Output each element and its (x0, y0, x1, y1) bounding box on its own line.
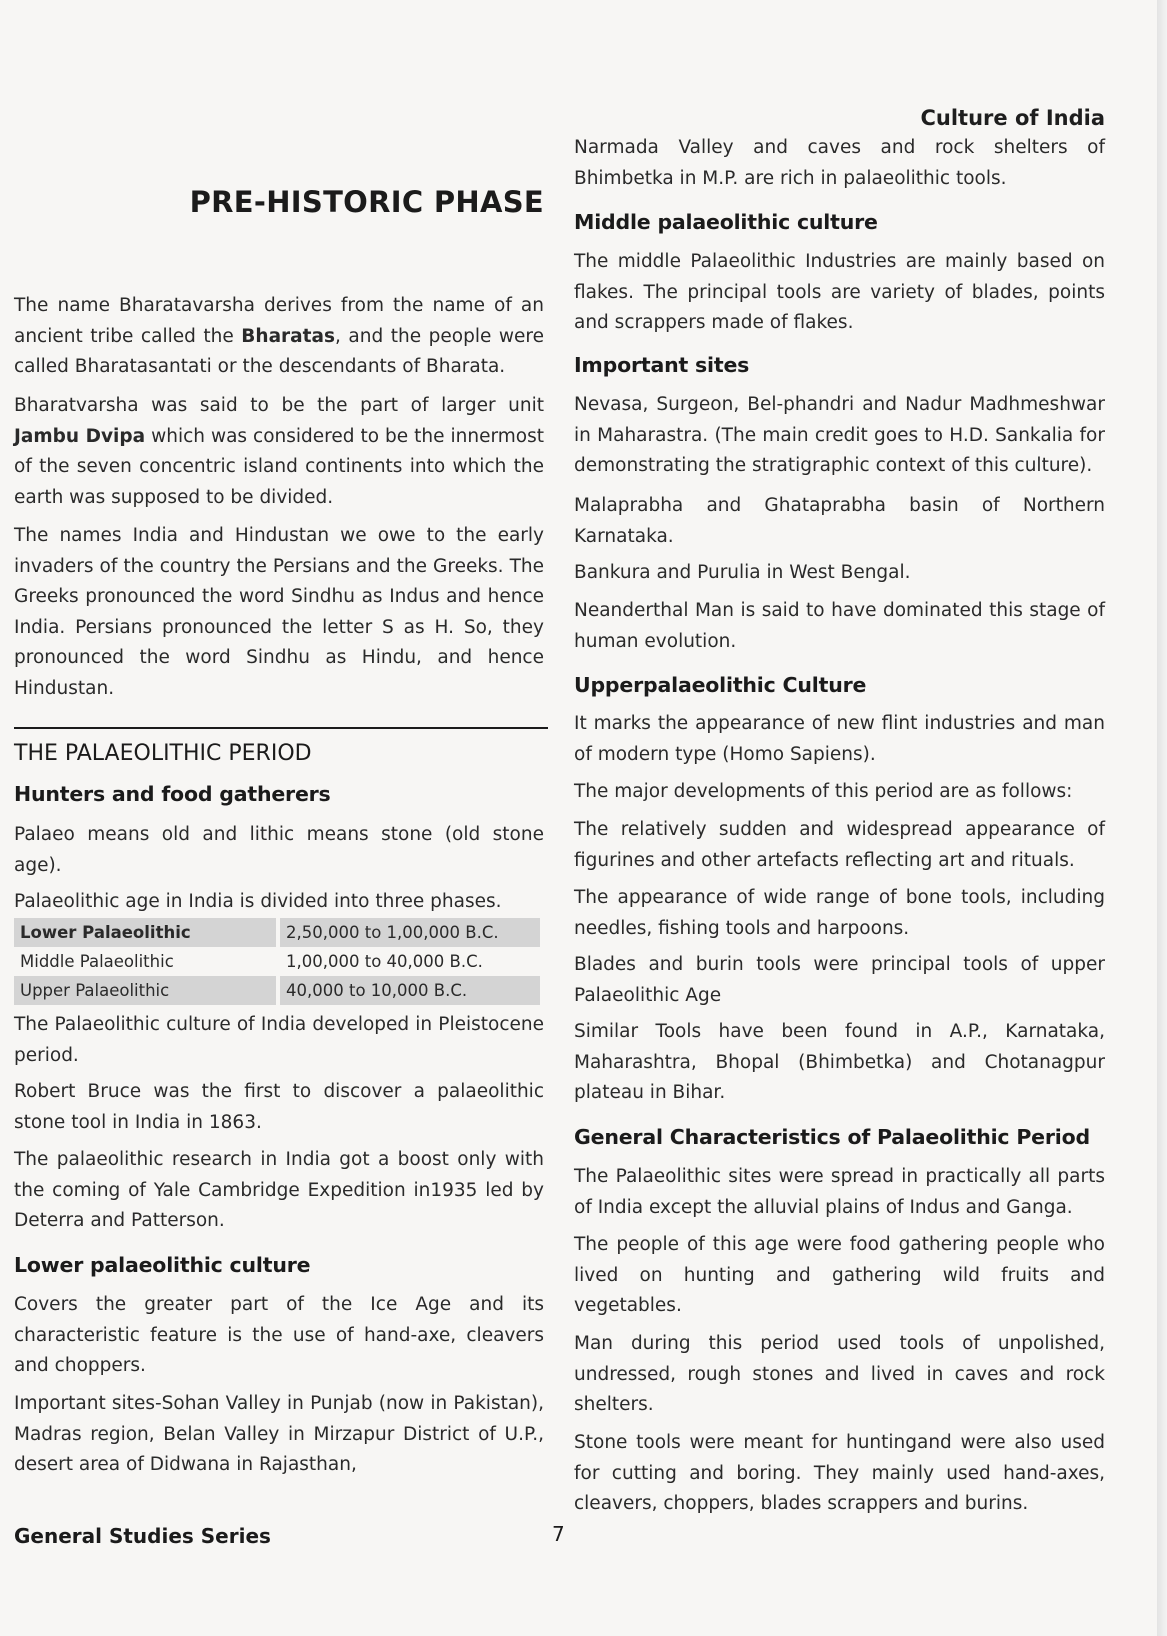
paragraph-bone: The appearance of wide range of bone tools, including needles, fishing tools and harpoons. (574, 887, 1105, 939)
paragraph-sites: Important sites-Sohan Valley in Punjab (now in Pakistan), Madras region, Belan Valley in Mirzapur District of U.P., desert area of Didwana in Rajasthan, (14, 1393, 544, 1475)
paragraph-man: Man during this period used tools of unpolished, undressed, rough stones and lived in caves and rock shelters. (574, 1333, 1105, 1415)
text-run: The name Bharatavarsha derives from the name of an ancient tribe called the (14, 295, 544, 347)
period-cell: 2,50,000 to 1,00,000 B.C. (278, 918, 540, 947)
table-row (14, 918, 540, 947)
paragraph-figurines: The relatively sudden and widespread appearance of figurines and other artefacts reflecting art and rituals. (574, 819, 1105, 871)
series-title: General Studies Series (14, 1524, 271, 1548)
paragraph-malaprabha: Malaprabha and Ghataprabha basin of Northern Karnataka. (574, 495, 1105, 547)
paragraph-flint: It marks the appearance of new flint industries and man of modern type (Homo Sapiens). (574, 713, 1105, 765)
table-row (14, 947, 540, 976)
subheading-sites: Important sites (574, 353, 750, 377)
subheading-upper: Upperpalaeolithic Culture (574, 673, 867, 697)
paragraph-pleistocene: The Palaeolithic culture of India developed in Pleistocene period. (14, 1014, 544, 1066)
running-head: Culture of India (920, 106, 1105, 130)
section-divider (14, 727, 548, 729)
period-cell: 40,000 to 10,000 B.C. (278, 976, 540, 1005)
intro-paragraph-2 (14, 391, 544, 513)
paragraph-neanderthal: Neanderthal Man is said to have dominated this stage of human evolution. (574, 600, 1105, 652)
subheading-middle: Middle palaeolithic culture (574, 210, 878, 234)
page-edge (1157, 0, 1167, 1636)
paragraph-covers: Covers the greater part of the Ice Age and its characteristic feature is the use of hand-axe, cleavers and choppers. (14, 1294, 544, 1376)
period-cell: 1,00,000 to 40,000 B.C. (278, 947, 540, 976)
chapter-title: PRE-HISTORIC PHASE (189, 185, 544, 219)
paragraph-blades: Blades and burin tools were principal tools of upper Palaeolithic Age (574, 954, 1105, 1006)
paragraph-narmada: Narmada Valley and caves and rock shelters of Bhimbetka in M.P. are rich in palaeolithic tools. (574, 137, 1105, 189)
text-run: , and the people were called Bharatasantati or the descendants of Bharata. (14, 325, 545, 377)
paragraph-bruce: Robert Bruce was the first to discover a palaeolithic stone tool in India in 1863. (14, 1081, 544, 1133)
paragraph-middle: The middle Palaeolithic Industries are mainly based on flakes. The principal tools are variety of blades, points and scrappers made of flakes. (574, 251, 1105, 333)
phase-cell: Upper Palaeolithic (14, 976, 278, 1005)
paragraph-phases: Palaeolithic age in India is divided into three phases. (14, 891, 502, 912)
section-title: THE PALAEOLITHIC PERIOD (14, 741, 312, 766)
intro-paragraph-3: The names India and Hindustan we owe to the early invaders of the country the Persians and the Greeks. The Greeks pronounced the word Sindhu as Indus and hence India. Persians pronounced the letter S as H. So, they pronounced the word Sindhu as Hindu, and hence Hindustan. (14, 525, 544, 699)
paragraph-yale: The palaeolithic research in India got a boost only with the coming of Yale Cambridge Expedition in1935 led by Deterra and Patterson. (14, 1149, 544, 1231)
phase-table (14, 918, 540, 1005)
phase-cell: Middle Palaeolithic (20, 952, 174, 971)
paragraph-similar: Similar Tools have been found in A.P., Karnataka, Maharashtra, Bhopal (Bhimbetka) and Chotanagpur plateau in Bihar. (574, 1021, 1105, 1103)
text-run: Bharatvarsha was said to be the part of larger unit (14, 395, 544, 416)
intro-paragraph-1 (14, 291, 544, 383)
paragraph-major: The major developments of this period are as follows: (574, 781, 1073, 802)
phase-cell: Lower Palaeolithic (14, 918, 278, 947)
paragraph-people: The people of this age were food gathering people who lived on hunting and gathering wild fruits and vegetables. (574, 1234, 1105, 1316)
paragraph-bankura: Bankura and Purulia in West Bengal. (574, 562, 911, 583)
paragraph-spread: The Palaeolithic sites were spread in practically all parts of India except the alluvial plains of Indus and Ganga. (574, 1166, 1105, 1218)
jambu-dvipa-term: Jambu Dvipa (14, 425, 146, 447)
subheading-hunters: Hunters and food gatherers (14, 782, 331, 806)
text-run: which was considered to be the innermost of the seven concentric island continents into which the earth was supposed to be divided. (14, 425, 544, 508)
page-number: 7 (552, 1522, 565, 1546)
table-row (14, 976, 540, 1005)
subheading-lower: Lower palaeolithic culture (14, 1253, 311, 1277)
paragraph-stone: Stone tools were meant for huntingand were also used for cutting and boring. They mainly used hand-axes, cleavers, choppers, blades scrappers and burins. (574, 1432, 1105, 1514)
paragraph-palaeo: Palaeo means old and lithic means stone (old stone age). (14, 824, 544, 876)
subheading-general: General Characteristics of Palaeolithic Period (574, 1125, 1090, 1149)
bharatas-term: Bharatas (241, 325, 335, 347)
paragraph-nevasa: Nevasa, Surgeon, Bel-phandri and Nadur Madhmeshwar in Maharastra. (The main credit goes to H.D. Sankalia for demonstrating the stratigraphic context of this culture). (574, 394, 1105, 476)
